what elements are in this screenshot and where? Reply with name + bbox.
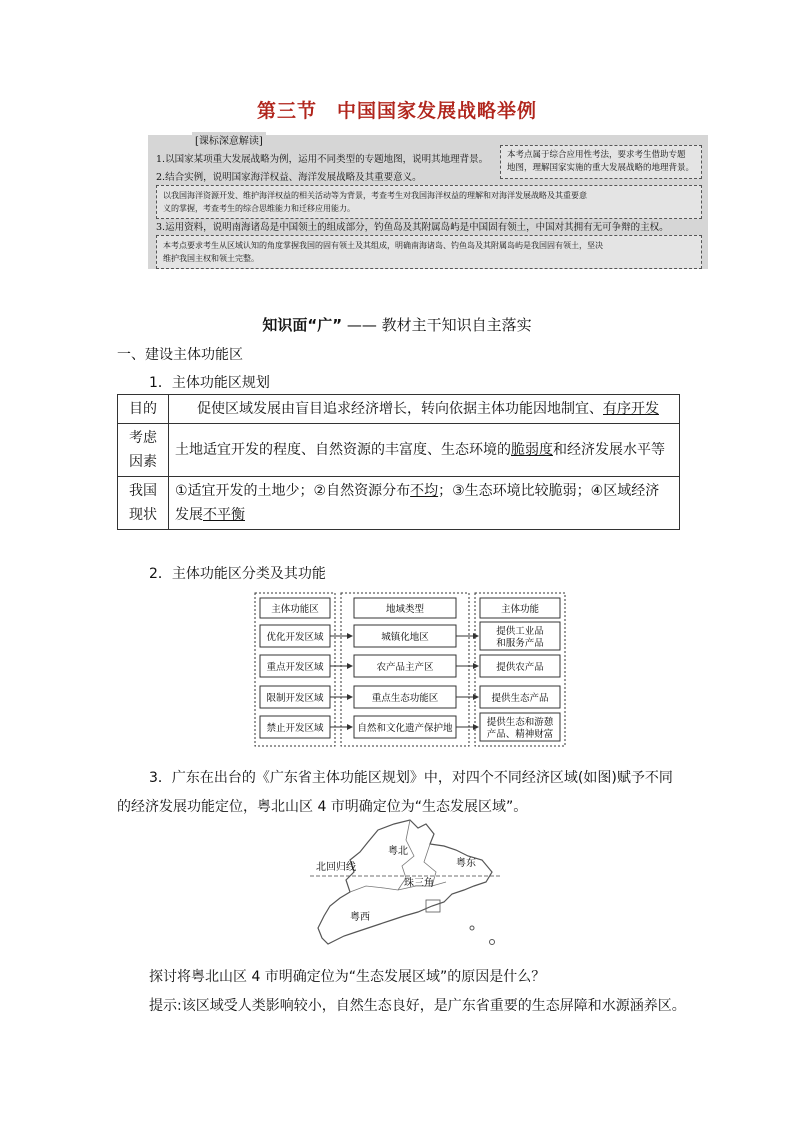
- label-zhusanjiao: 珠三角: [404, 878, 434, 889]
- function-box-text: 提供农产品: [496, 662, 544, 673]
- section-heading: [0, 314, 794, 335]
- island: [490, 940, 495, 945]
- island: [470, 926, 474, 930]
- zone-box-text: 优化开发区域: [266, 632, 324, 643]
- label-tropic-of-cancer: 北回归线: [316, 862, 356, 873]
- row-head-purpose: 目的: [118, 395, 169, 424]
- head-line: 我国: [129, 483, 157, 499]
- underlined-text: 脆弱度: [511, 442, 553, 458]
- head-line: 考虑: [129, 430, 157, 446]
- text: 发展: [175, 507, 203, 523]
- note-line: 地图，理解国家实施的重大发展战略的地理背景。: [507, 163, 695, 173]
- table-row: [118, 395, 680, 424]
- underlined-text: 不平衡: [203, 507, 245, 523]
- text: 促使区域发展由盲目追求经济增长，转向依据主体功能因地制宜、: [197, 401, 603, 417]
- guide-item-2: 2.结合实例，说明国家海洋权益、海洋发展战略及其重要意义。: [156, 172, 422, 183]
- region-type-box-text: 农产品主产区: [376, 662, 434, 673]
- paragraph-3-line-2: 的经济发展功能定位，粤北山区 4 市明确定位为“生态发展区域”。: [117, 799, 528, 815]
- function-zone-flowchart: [254, 592, 566, 747]
- function-box-text: 提供工业品: [496, 626, 544, 637]
- text: 土地适宜开发的程度、自然资源的丰富度、生态环境的: [175, 442, 511, 458]
- zone-box-text: 重点开发区域: [266, 662, 324, 673]
- zone-box-text: 禁止开发区域: [266, 723, 324, 734]
- region-type-box-text: 城镇化地区: [381, 632, 429, 643]
- function-box-text: 提供生态和游憩: [486, 717, 554, 728]
- head-line: 因素: [129, 454, 157, 470]
- note-line: 维护我国主权和领土完整。: [163, 254, 259, 263]
- guide-label: [课标深意解读]: [192, 132, 266, 147]
- note-line: 本考点属于综合应用性考法，要求考生借助专题: [507, 150, 686, 160]
- text: ；③生态环境比较脆弱；④区域经济: [438, 483, 660, 499]
- page-title: 第三节 中国国家发展战略举例: [256, 100, 537, 122]
- note-line: 本考点要求考生从区域认知的角度掌握我国的固有领土及其组成，明确南海诸岛、钓鱼岛及其附属岛屿是我国固有领土，坚决: [163, 241, 603, 250]
- guide-note-1: [500, 145, 702, 179]
- heading-1-1: 1．主体功能区规划: [149, 375, 270, 391]
- section-heading-rest: 教材主干知识自主落实: [381, 316, 532, 334]
- guide-item-1: 1.以国家某项重大发展战略为例，运用不同类型的专题地图，说明其地理背景。: [156, 154, 489, 165]
- label-yuexi: 粤西: [350, 912, 370, 923]
- function-box-text: 产品、精神财富: [486, 729, 554, 740]
- label-yuedong: 粤东: [456, 858, 476, 869]
- underlined-text: 不均: [410, 483, 439, 499]
- note-line: 以我国海洋资源开发、维护海洋权益的相关活动等为背景，考查考生对我国海洋权益的理解和对海洋发展战略及其重要意: [163, 191, 587, 200]
- section-heading-bold: 知识面“广”: [262, 316, 343, 334]
- table-row: [118, 424, 680, 477]
- region-type-box-text: 重点生态功能区: [371, 693, 439, 704]
- column-1-header-text: 主体功能区: [271, 604, 319, 615]
- guangdong-map: [306, 816, 506, 954]
- planning-table: [117, 394, 680, 530]
- row-head-status: [118, 477, 169, 530]
- heading-1-2: 2．主体功能区分类及其功能: [149, 566, 326, 582]
- guide-item-3: 3.运用资料，说明南海诸岛是中国领土的组成部分，钓鱼岛及其附属岛屿是中国固有领土，中国对其拥有无可争辩的主权。: [156, 222, 669, 233]
- heading-1: 一、建设主体功能区: [117, 347, 243, 363]
- note-line: 义的掌握，考查考生的综合思维能力和迁移应用能力。: [163, 204, 355, 213]
- guide-note-2: [156, 185, 702, 219]
- row-purpose-text: [169, 395, 680, 424]
- row-head-factors: [118, 424, 169, 477]
- label-yuebei: 粤北: [388, 846, 408, 857]
- guide-note-3: [156, 235, 702, 269]
- row-factors-text: [169, 424, 680, 477]
- paragraph-3-line-1: 3．广东在出台的《广东省主体功能区规划》中，对四个不同经济区域(如图)赋予不同: [149, 770, 673, 786]
- column-2-header-text: 地域类型: [385, 604, 425, 615]
- text: ①适宜开发的土地少；②自然资源分布: [175, 483, 411, 499]
- function-box-text: 提供生态产品: [491, 693, 549, 704]
- curriculum-guide-box: [148, 135, 708, 269]
- table-row: [118, 477, 680, 530]
- hint: 提示:该区域受人类影响较小，自然生态良好，是广东省重要的生态屏障和水源涵养区。: [149, 998, 686, 1014]
- question: 探讨将粤北山区 4 市明确定位为“生态发展区域”的原因是什么？: [149, 969, 546, 985]
- region-type-box-text: 自然和文化遗产保护地: [357, 723, 453, 734]
- row-status-text: [169, 477, 680, 530]
- function-box-text: 和服务产品: [496, 638, 544, 649]
- zone-box-text: 限制开发区域: [266, 693, 324, 704]
- section-heading-dash: ——: [346, 316, 377, 334]
- text: 和经济发展水平等: [553, 442, 665, 458]
- column-3-header-text: 主体功能: [500, 604, 540, 615]
- underlined-text: 有序开发: [603, 401, 659, 417]
- head-line: 现状: [129, 507, 157, 523]
